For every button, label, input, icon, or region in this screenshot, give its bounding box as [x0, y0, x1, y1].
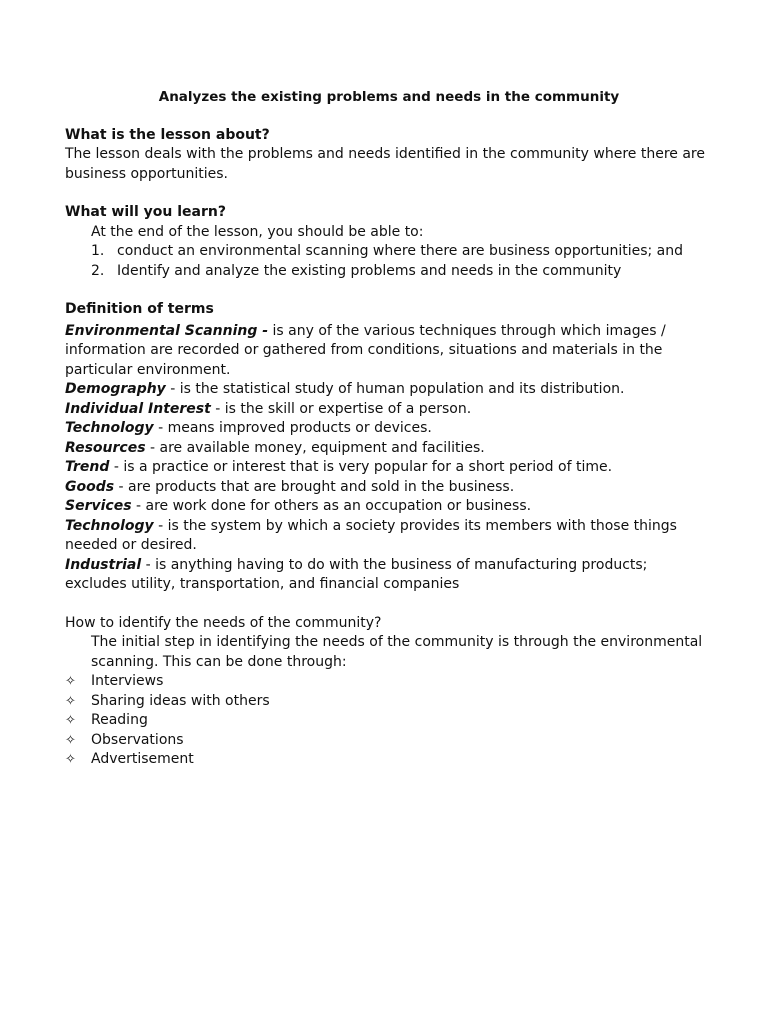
method-item: [65, 692, 705, 712]
definition-text: - is anything having to do with the business of manufacturing products; excludes utility, transportation, and financial companies: [65, 556, 648, 592]
definition-text: - is a practice or interest that is very popular for a short period of time.: [109, 459, 613, 475]
definition-text: - are work done for others as an occupation or business.: [131, 498, 532, 514]
definition-text: - means improved products or devices.: [153, 420, 432, 436]
definition-item: [65, 556, 705, 595]
document-content: [65, 88, 705, 789]
method-item: [65, 731, 705, 751]
definition-item: [65, 322, 705, 381]
section-lesson-about: [65, 126, 705, 185]
definition-text: is any of the various techniques through which images / information are recorded or gathered from conditions, situations and materials in the particular environment.: [65, 322, 666, 378]
definition-item: [65, 439, 705, 459]
diamond-star-icon: ✧: [65, 693, 76, 709]
document-title: Analyzes the existing problems and needs in the community: [158, 89, 620, 105]
definition-term: Demography: [65, 381, 166, 397]
definition-term: Goods: [65, 478, 115, 495]
definition-item: [65, 400, 705, 420]
definition-term: Resources: [65, 439, 146, 456]
learn-intro: At the end of the lesson, you should be able to:: [91, 223, 424, 240]
objective-text: conduct an environmental scanning where there are business opportunities; and: [117, 243, 684, 259]
lesson-about-text: The lesson deals with the problems and needs identified in the community where there are business opportunities.: [65, 146, 705, 182]
definitions-heading: Definition of terms: [65, 301, 214, 317]
method-text: Interviews: [91, 673, 164, 689]
section-community-needs: [65, 614, 705, 770]
definition-term: Services: [65, 498, 132, 514]
method-item: [65, 672, 705, 692]
definition-term: Industrial: [65, 556, 142, 573]
lesson-about-heading: What is the lesson about?: [65, 126, 270, 143]
objective-number: 1.: [91, 243, 105, 259]
section-definitions: [65, 300, 705, 595]
diamond-star-icon: ✧: [65, 674, 76, 689]
objective-item: [91, 262, 705, 282]
objective-text: Identify and analyze the existing problems and needs in the community: [117, 262, 622, 279]
definition-item: [65, 517, 705, 556]
definition-term: Environmental Scanning -: [65, 322, 269, 339]
diamond-star-icon: ✧: [65, 732, 76, 748]
method-text: Sharing ideas with others: [91, 692, 270, 709]
diamond-star-icon: ✧: [65, 752, 76, 767]
objectives-list: [65, 242, 705, 281]
method-item: [65, 711, 705, 731]
definition-item: [65, 419, 705, 439]
learn-heading: What will you learn?: [65, 204, 226, 220]
definition-item: [65, 478, 705, 498]
definition-text: - is the skill or expertise of a person.: [210, 400, 472, 417]
definition-text: - is the system by which a society provides its members with those things needed or desired.: [65, 517, 677, 553]
objective-number: 2.: [91, 262, 105, 279]
definition-term: Individual Interest: [65, 400, 211, 417]
definition-term: Technology: [65, 517, 154, 534]
definition-text: - are products that are brought and sold in the business.: [114, 478, 515, 495]
definition-term: Trend: [65, 459, 110, 475]
definition-text: - are available money, equipment and facilities.: [145, 439, 485, 456]
method-text: Reading: [91, 712, 148, 728]
section-what-you-learn: [65, 203, 705, 281]
definition-item: [65, 497, 705, 517]
definition-text: - is the statistical study of human population and its distribution.: [165, 381, 625, 397]
definition-item: [65, 458, 705, 478]
diamond-star-icon: ✧: [65, 713, 76, 728]
method-text: Observations: [91, 731, 184, 748]
definition-item: [65, 380, 705, 400]
needs-question: How to identify the needs of the community?: [65, 614, 382, 631]
objective-item: [91, 242, 705, 262]
method-item: [65, 750, 705, 770]
needs-text: The initial step in identifying the needs of the community is through the environmental scanning. This can be done through:: [91, 634, 703, 670]
definition-term: Technology: [65, 420, 154, 436]
methods-list: [65, 672, 705, 770]
method-text: Advertisement: [91, 751, 194, 767]
